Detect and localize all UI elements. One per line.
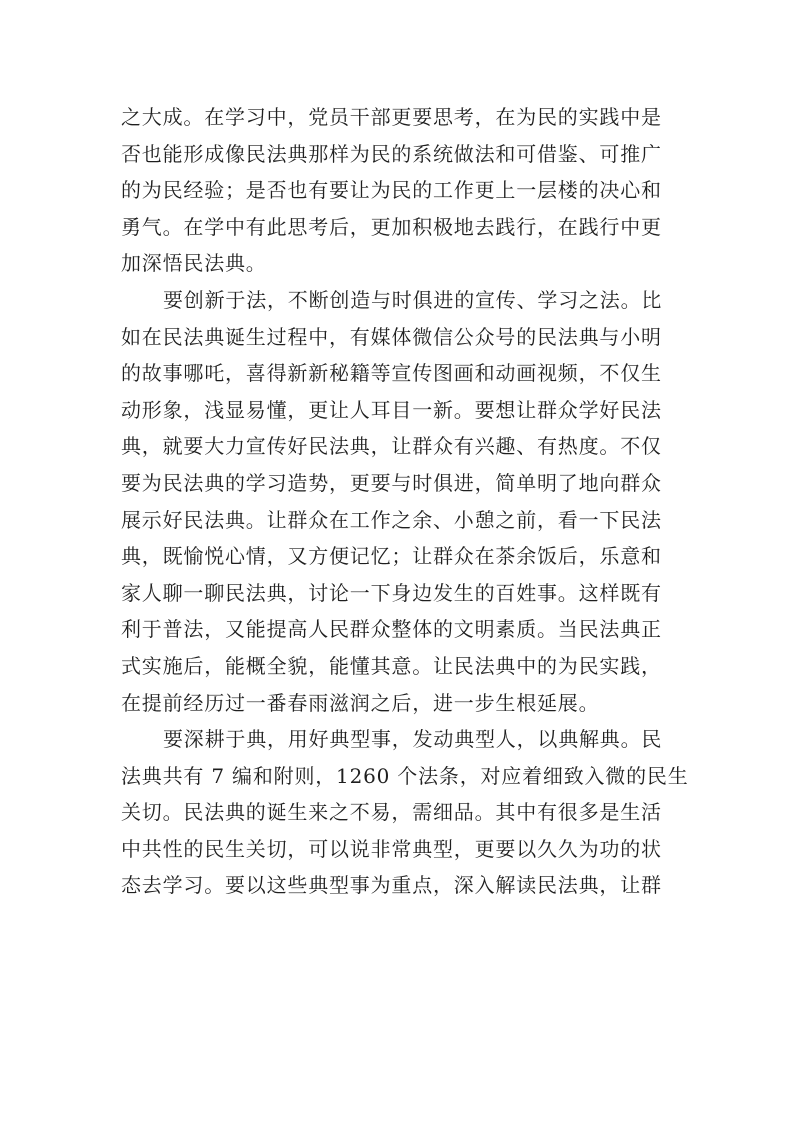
text-line: 的故事哪吒，喜得新新秘籍等宣传图画和动画视频，不仅生 [121,361,662,386]
text-line: 利于普法，又能提高人民群众整体的文明素质。当民法典正 [121,617,662,642]
text-line: 动形象，浅显易懂，更让人耳目一新。要想让群众学好民法 [121,397,662,422]
text-line: 典，就要大力宣传好民法典，让群众有兴趣、有热度。不仅 [121,434,662,459]
text-line: 中共性的民生关切，可以说非常典型，更要以久久为功的状 [121,836,662,861]
text-line: 如在民法典诞生过程中，有媒体微信公众号的民法典与小明 [121,324,662,349]
text-line: 勇气。在学中有此思考后，更加积极地去践行，在践行中更 [121,214,662,239]
text-line: 关切。民法典的诞生来之不易，需细品。其中有很多是生活 [121,800,662,825]
text-line: 之大成。在学习中，党员干部更要思考，在为民的实践中是 [121,105,662,129]
text-line: 否也能形成像民法典那样为民的系统做法和可借鉴、可推广 [121,141,662,166]
text-line: 要为民法典的学习造势，更要与时俱进，简单明了地向群众 [121,470,662,495]
text-line: 式实施后，能概全貌，能懂其意。让民法典中的为民实践， [121,653,662,678]
body-text [121,99,689,904]
text-line: 在提前经历过一番春雨滋润之后，进一步生根延展。 [121,690,600,715]
text-line: 加深悟民法典。 [121,251,267,276]
text-line: 典，既愉悦心情，又方便记忆；让群众在茶余饭后，乐意和 [121,544,662,569]
text-line: 态去学习。要以这些典型事为重点，深入解读民法典，让群 [121,873,662,898]
text-line: 展示好民法典。让群众在工作之余、小憩之前，看一下民法 [121,507,662,532]
paragraph-start-line: 要创新于法，不断创造与时俱进的宣传、学习之法。比 [163,287,663,312]
paragraph-start-line: 要深耕于典，用好典型事，发动典型人，以典解典。民 [163,727,663,752]
text-line: 的为民经验；是否也有要让为民的工作更上一层楼的决心和 [121,178,662,203]
text-line: 法典共有 7 编和附则，1260 个法条，对应着细致入微的民生 [121,763,689,788]
text-line: 家人聊一聊民法典，讨论一下身边发生的百姓事。这样既有 [121,580,662,605]
